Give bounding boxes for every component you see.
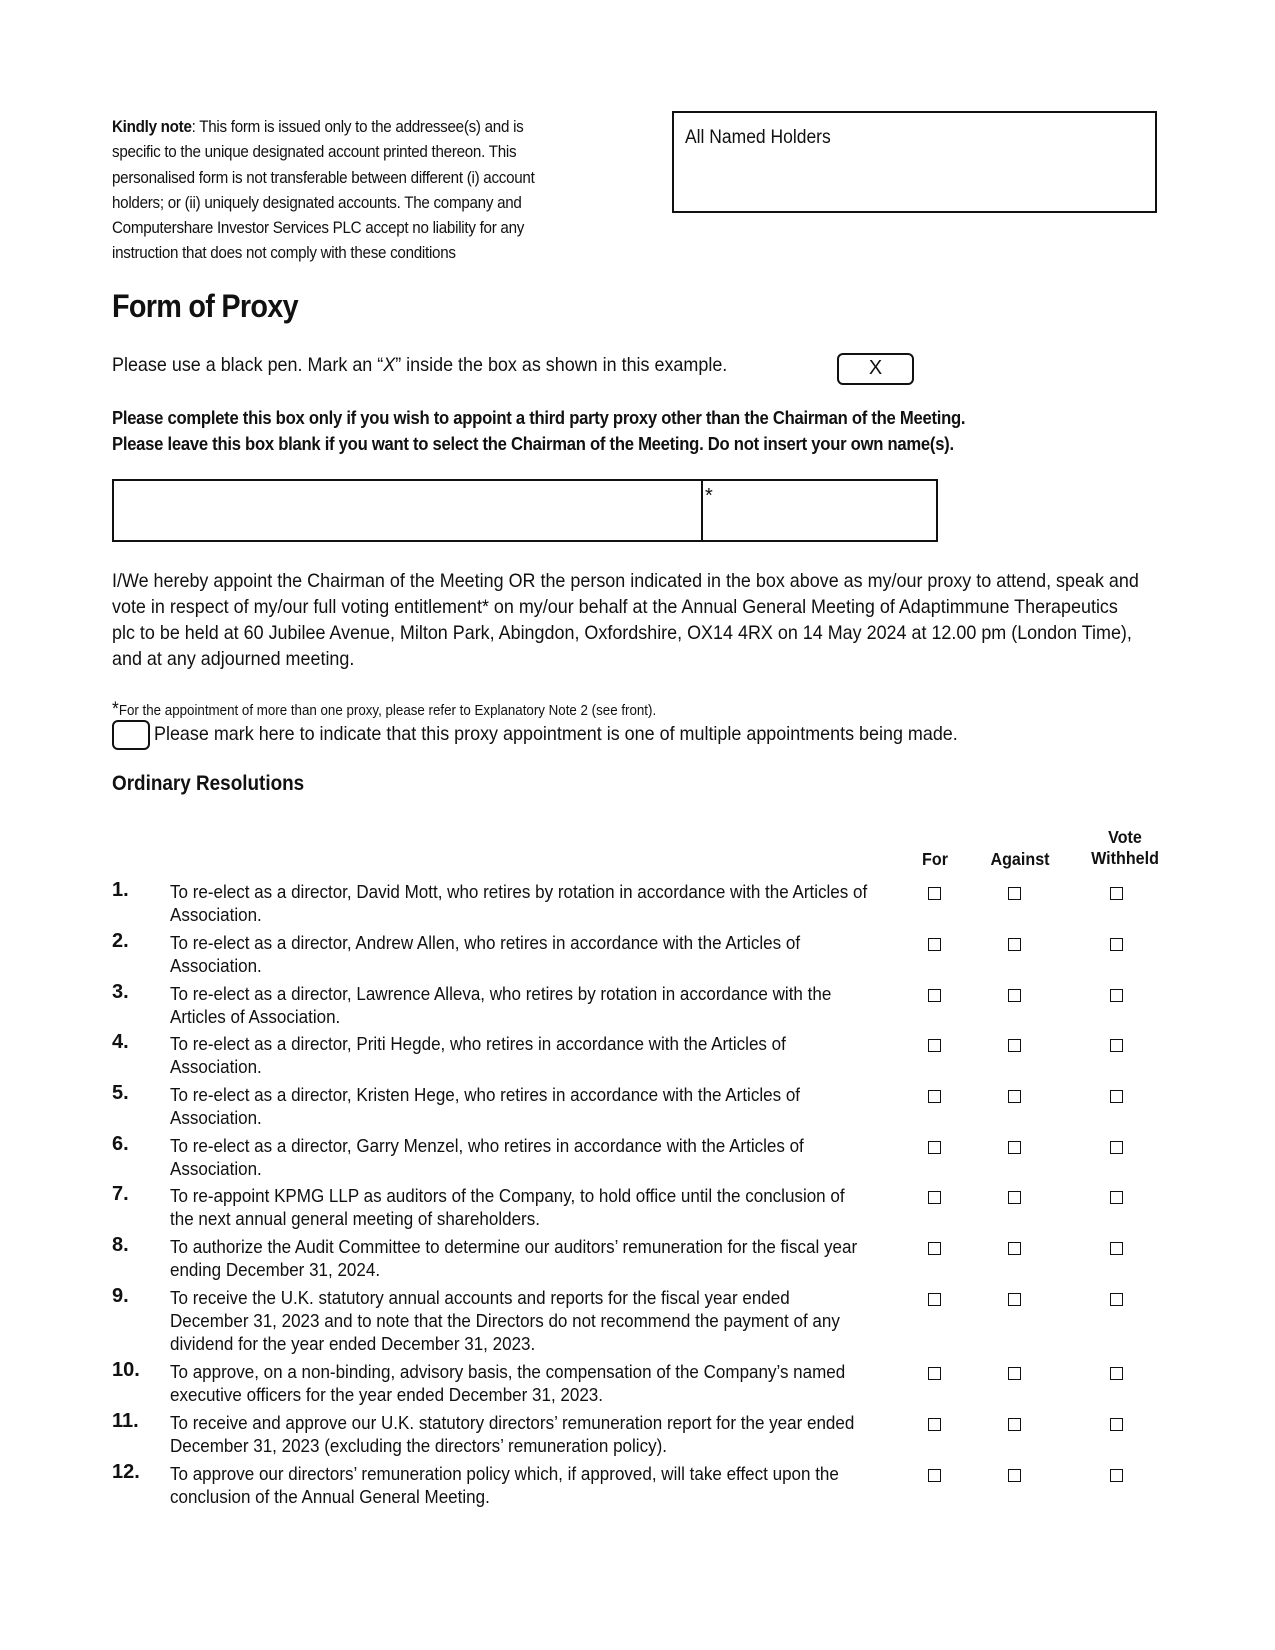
- column-header-withheld-line-1: Vote: [1108, 827, 1142, 847]
- vote-withheld-checkbox[interactable]: [1110, 989, 1123, 1002]
- resolution-number: 9.: [112, 1285, 129, 1307]
- vote-withheld-checkbox[interactable]: [1110, 1191, 1123, 1204]
- vote-for-checkbox[interactable]: [928, 1293, 941, 1306]
- third-party-proxy-box[interactable]: [112, 479, 938, 542]
- kindly-note-text: : This form is issued only to the addressee(s) and is specific to the unique designated account printed thereon. This personalised form is not transferable between different (i) account holders; or (ii) uniquely designated accounts. The company and Computershare Investor Services PLC accept no liability for any instruction that does not comply with these conditions: [112, 118, 535, 263]
- vote-for-checkbox[interactable]: [928, 1141, 941, 1154]
- resolution-number: 3.: [112, 981, 129, 1003]
- column-header-withheld-line-2: Withheld: [1091, 848, 1159, 868]
- vote-for-checkbox[interactable]: [928, 1191, 941, 1204]
- resolution-text: To authorize the Audit Committee to determine our auditors’ remuneration for the fiscal year ending December 31, 2024.: [170, 1236, 858, 1280]
- vote-against-checkbox[interactable]: [1008, 887, 1021, 900]
- column-header-against: Against: [990, 849, 1050, 869]
- vote-against-checkbox[interactable]: [1008, 1191, 1021, 1204]
- named-holders-label: All Named Holders: [685, 127, 831, 148]
- pen-instruction-mark: X: [383, 354, 396, 376]
- proxy-instruction-line-1: Please complete this box only if you wish to appoint a third party proxy other than the Chairman of the Meeting.: [112, 407, 966, 428]
- vote-against-checkbox[interactable]: [1008, 938, 1021, 951]
- vote-against-checkbox[interactable]: [1008, 1242, 1021, 1255]
- vote-against-checkbox[interactable]: [1008, 1418, 1021, 1431]
- resolution-text: To re-elect as a director, Garry Menzel, who retires in accordance with the Articles of Association.: [170, 1135, 804, 1179]
- pen-instruction: [112, 354, 727, 377]
- multiple-proxy-note-text: For the appointment of more than one proxy, please refer to Explanatory Note 2 (see front).: [118, 703, 657, 719]
- vote-withheld-checkbox[interactable]: [1110, 1141, 1123, 1154]
- resolution-number: 11.: [112, 1410, 139, 1432]
- resolution-text: To re-appoint KPMG LLP as auditors of the Company, to hold office until the conclusion of the next annual general meeting of shareholders.: [170, 1185, 845, 1229]
- vote-against-checkbox[interactable]: [1008, 1293, 1021, 1306]
- vote-withheld-checkbox[interactable]: [1110, 938, 1123, 951]
- resolution-number: 1.: [112, 879, 129, 901]
- vote-withheld-checkbox[interactable]: [1110, 1090, 1123, 1103]
- column-header-withheld: [1079, 827, 1171, 869]
- resolution-number: 7.: [112, 1183, 129, 1205]
- resolution-number: 12.: [112, 1461, 140, 1483]
- vote-withheld-checkbox[interactable]: [1110, 1293, 1123, 1306]
- appointment-text: I/We hereby appoint the Chairman of the Meeting OR the person indicated in the box above as my/our proxy to attend, speak and vote in respect of my/our full voting entitlement* on my/our behalf at the Annual General Meeting of Adaptimmune Therapeutics plc to be held at 60 Jubilee Avenue, Milton Park, Abingdon, Oxfordshire, OX14 4RX on 14 May 2024 at 12.00 pm (London Time), and at any adjourned meeting.: [112, 570, 1139, 670]
- vote-against-checkbox[interactable]: [1008, 1141, 1021, 1154]
- multiple-proxy-star: *: [112, 699, 119, 720]
- column-header-for: For: [922, 849, 948, 869]
- kindly-note-label: Kindly note: [112, 118, 192, 136]
- proxy-instructions: [112, 405, 965, 457]
- multiple-proxy-label: Please mark here to indicate that this proxy appointment is one of multiple appointments being made.: [154, 723, 958, 745]
- proxy-box-divider: [701, 481, 703, 540]
- proxy-instruction-line-2: Please leave this box blank if you want to select the Chairman of the Meeting. Do not insert your own name(s).: [112, 433, 954, 454]
- vote-withheld-checkbox[interactable]: [1110, 1469, 1123, 1482]
- resolution-text: To re-elect as a director, Priti Hegde, who retires in accordance with the Articles of Association.: [170, 1033, 786, 1077]
- resolution-number: 8.: [112, 1234, 129, 1256]
- vote-against-checkbox[interactable]: [1008, 1039, 1021, 1052]
- multiple-proxy-note: [112, 699, 656, 721]
- vote-against-checkbox[interactable]: [1008, 1090, 1021, 1103]
- resolution-text: To re-elect as a director, David Mott, who retires by rotation in accordance with the Articles of Association.: [170, 881, 868, 925]
- vote-for-checkbox[interactable]: [928, 1367, 941, 1380]
- resolution-text: To re-elect as a director, Kristen Hege, who retires in accordance with the Articles of Association.: [170, 1084, 801, 1128]
- resolution-text: To re-elect as a director, Andrew Allen, who retires in accordance with the Articles of Association.: [170, 932, 801, 976]
- vote-for-checkbox[interactable]: [928, 1469, 941, 1482]
- resolution-number: 10.: [112, 1359, 140, 1381]
- vote-for-checkbox[interactable]: [928, 1039, 941, 1052]
- example-mark-box: X: [837, 353, 914, 385]
- resolution-number: 5.: [112, 1082, 129, 1104]
- pen-instruction-after: ” inside the box as shown in this example.: [395, 354, 728, 376]
- resolution-text: To approve our directors’ remuneration policy which, if approved, will take effect upon the conclusion of the Annual General Meeting.: [170, 1463, 839, 1507]
- resolution-text: To re-elect as a director, Lawrence Alleva, who retires by rotation in accordance with the Articles of Association.: [170, 983, 832, 1027]
- kindly-note: [112, 115, 572, 267]
- vote-withheld-checkbox[interactable]: [1110, 1039, 1123, 1052]
- vote-for-checkbox[interactable]: [928, 989, 941, 1002]
- named-holders-box: [672, 111, 1157, 213]
- resolution-text: To approve, on a non-binding, advisory basis, the compensation of the Company’s named executive officers for the year ended December 31, 2023.: [170, 1361, 846, 1405]
- resolution-number: 4.: [112, 1031, 129, 1053]
- vote-for-checkbox[interactable]: [928, 887, 941, 900]
- vote-withheld-checkbox[interactable]: [1110, 887, 1123, 900]
- vote-against-checkbox[interactable]: [1008, 1469, 1021, 1482]
- vote-for-checkbox[interactable]: [928, 938, 941, 951]
- ordinary-resolutions-heading: Ordinary Resolutions: [112, 772, 305, 795]
- vote-withheld-checkbox[interactable]: [1110, 1418, 1123, 1431]
- proxy-box-star: *: [705, 485, 713, 507]
- resolution-text: To receive and approve our U.K. statutory directors’ remuneration report for the year ended December 31, 2023 (excluding the directors’ remuneration policy).: [170, 1412, 855, 1456]
- vote-for-checkbox[interactable]: [928, 1090, 941, 1103]
- resolution-number: 2.: [112, 930, 129, 952]
- vote-withheld-checkbox[interactable]: [1110, 1367, 1123, 1380]
- vote-for-checkbox[interactable]: [928, 1242, 941, 1255]
- page-title: Form of Proxy: [112, 288, 298, 324]
- vote-against-checkbox[interactable]: [1008, 989, 1021, 1002]
- pen-instruction-before: Please use a black pen. Mark an “: [112, 354, 384, 376]
- vote-for-checkbox[interactable]: [928, 1418, 941, 1431]
- vote-against-checkbox[interactable]: [1008, 1367, 1021, 1380]
- resolution-text: To receive the U.K. statutory annual accounts and reports for the fiscal year ended December 31, 2023 and to note that the Directors do not recommend the payment of any dividend for the year ended December 31, 2023.: [170, 1287, 840, 1354]
- resolution-number: 6.: [112, 1133, 129, 1155]
- vote-withheld-checkbox[interactable]: [1110, 1242, 1123, 1255]
- multiple-proxy-checkbox[interactable]: [112, 720, 150, 750]
